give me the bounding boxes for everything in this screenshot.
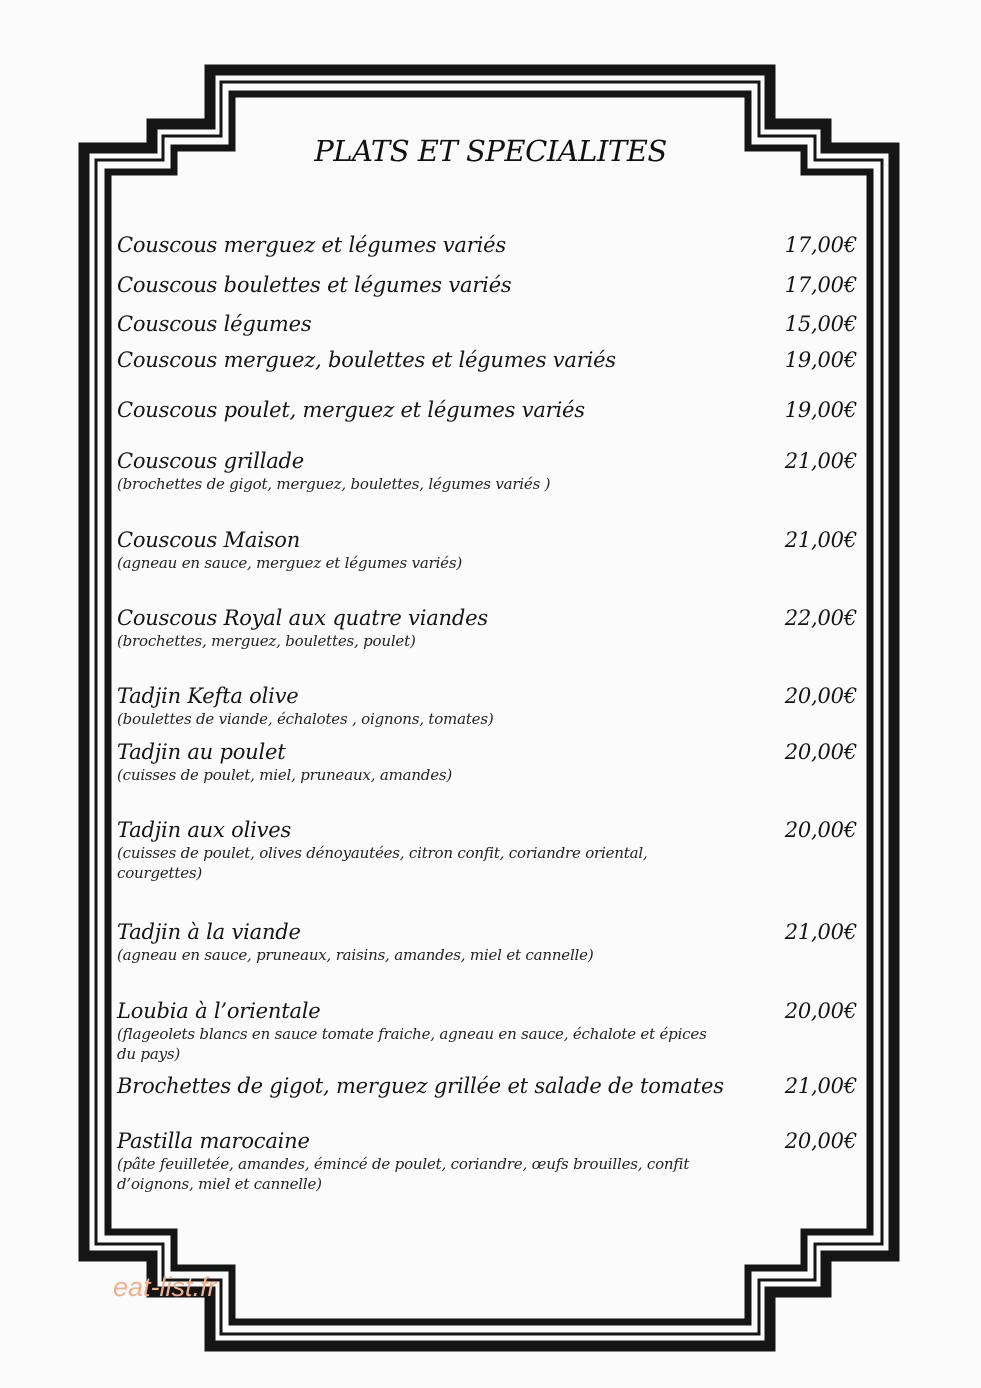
dish-name: Couscous Royal aux quatre viandes bbox=[117, 606, 488, 630]
dish-name: Brochettes de gigot, merguez grillée et salade de tomates bbox=[117, 1074, 724, 1098]
dish-description: (brochettes, merguez, boulettes, poulet) bbox=[117, 632, 416, 650]
dish-price: 20,00€ bbox=[784, 818, 857, 842]
menu-item bbox=[117, 818, 857, 883]
menu-item bbox=[117, 528, 857, 573]
menu-item bbox=[117, 312, 857, 336]
dish-name: Tadjin Kefta olive bbox=[117, 684, 299, 708]
dish-name: Tadjin aux olives bbox=[117, 818, 292, 842]
menu-item bbox=[117, 449, 857, 494]
dish-name: Couscous grillade bbox=[117, 449, 305, 473]
dish-price: 15,00€ bbox=[784, 312, 857, 336]
menu-item bbox=[117, 1074, 857, 1098]
menu-item bbox=[117, 233, 857, 257]
dish-price: 21,00€ bbox=[784, 528, 857, 552]
dish-price: 19,00€ bbox=[784, 348, 857, 372]
menu-item bbox=[117, 273, 857, 297]
menu-item bbox=[117, 999, 857, 1064]
dish-price: 21,00€ bbox=[784, 920, 857, 944]
dish-price: 19,00€ bbox=[784, 398, 857, 422]
dish-price: 21,00€ bbox=[784, 449, 857, 473]
dish-name: Couscous légumes bbox=[117, 312, 312, 336]
dish-description: (agneau en sauce, merguez et légumes variés) bbox=[117, 554, 462, 572]
dish-price: 22,00€ bbox=[784, 606, 857, 630]
menu-item bbox=[117, 1129, 857, 1194]
menu-item bbox=[117, 606, 857, 651]
dish-name: Tadjin au poulet bbox=[117, 740, 286, 764]
dish-description: (cuisses de poulet, olives dénoyautées, citron confit, coriandre oriental, courgettes) bbox=[117, 844, 648, 882]
menu-item bbox=[117, 920, 857, 965]
menu-item bbox=[117, 684, 857, 729]
dish-description: (agneau en sauce, pruneaux, raisins, amandes, miel et cannelle) bbox=[117, 946, 594, 964]
dish-price: 21,00€ bbox=[784, 1074, 857, 1098]
dish-description: (brochettes de gigot, merguez, boulettes, légumes variés ) bbox=[117, 475, 551, 493]
dish-name: Couscous merguez et légumes variés bbox=[117, 233, 506, 257]
dish-name: Couscous Maison bbox=[117, 528, 301, 552]
dish-description: (boulettes de viande, échalotes , oignons, tomates) bbox=[117, 710, 494, 728]
menu-title: PLATS ET SPECIALITES bbox=[314, 134, 667, 168]
dish-price: 20,00€ bbox=[784, 684, 857, 708]
dish-price: 17,00€ bbox=[784, 273, 857, 297]
dish-name: Couscous boulettes et légumes variés bbox=[117, 273, 512, 297]
dish-description: (pâte feuilletée, amandes, émincé de poulet, coriandre, œufs brouilles, confit d’oignons, miel et cannelle) bbox=[117, 1155, 690, 1193]
dish-price: 20,00€ bbox=[784, 999, 857, 1023]
menu-item bbox=[117, 348, 857, 372]
dish-description: (cuisses de poulet, miel, pruneaux, amandes) bbox=[117, 766, 453, 784]
dish-name: Couscous poulet, merguez et légumes variés bbox=[117, 398, 585, 422]
dish-price: 20,00€ bbox=[784, 740, 857, 764]
dish-name: Couscous merguez, boulettes et légumes variés bbox=[117, 348, 616, 372]
dish-name: Tadjin à la viande bbox=[117, 920, 301, 944]
watermark: eat-list.fr bbox=[113, 1272, 217, 1302]
dish-name: Loubia à l’orientale bbox=[117, 999, 321, 1023]
dish-price: 20,00€ bbox=[784, 1129, 857, 1153]
menu-item bbox=[117, 740, 857, 785]
dish-name: Pastilla marocaine bbox=[117, 1129, 310, 1153]
dish-description: (flageolets blancs en sauce tomate fraiche, agneau en sauce, échalote et épices du pays) bbox=[117, 1025, 707, 1063]
menu-item bbox=[117, 398, 857, 422]
dish-price: 17,00€ bbox=[784, 233, 857, 257]
